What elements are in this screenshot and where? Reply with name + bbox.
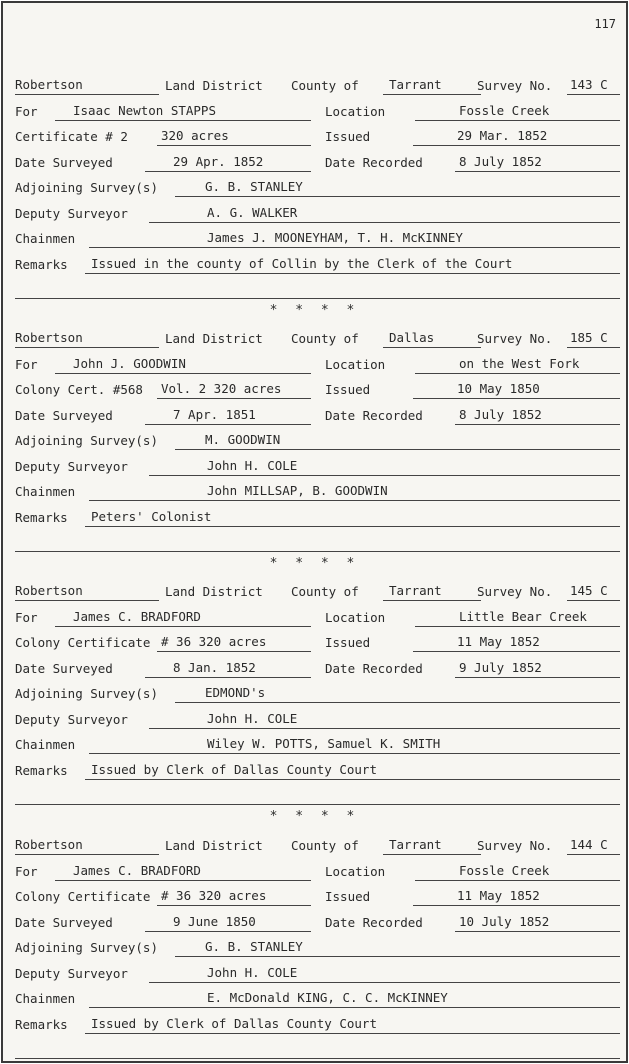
- record-separator: * * * *: [269, 809, 360, 824]
- survey-no-value-line: [567, 580, 620, 601]
- location-value: on the West Fork: [459, 355, 580, 371]
- date-surveyed-value-line: [145, 151, 311, 172]
- field-label: Adjoining Survey(s): [15, 686, 158, 701]
- remarks-continuation-line: [15, 278, 620, 299]
- field-label: Chainmen: [15, 991, 76, 1006]
- date-recorded-value-line: [455, 404, 620, 425]
- record-row: [15, 785, 620, 807]
- issued-value: 10 May 1850: [457, 381, 540, 396]
- remarks-value: Issued by Clerk of Dallas County Court: [91, 761, 377, 777]
- issued-value-line: [413, 885, 620, 906]
- field-label: Date Recorded: [325, 914, 423, 930]
- county-value-line: [383, 327, 481, 348]
- field-label: Issued: [325, 382, 371, 397]
- field-label: For: [15, 863, 38, 879]
- deputy-value: A. G. WALKER: [207, 204, 298, 220]
- adjoining-value: M. GOODWIN: [205, 432, 281, 447]
- field-label: For: [15, 356, 38, 372]
- field-label: Chainmen: [15, 737, 76, 752]
- remarks-continuation-line: [15, 531, 620, 552]
- cert-value: 320 acres: [161, 128, 229, 143]
- record-row: [15, 658, 620, 680]
- record-row: [15, 405, 620, 427]
- date-surveyed-value-line: [145, 657, 311, 678]
- remarks-continuation-line: [15, 1038, 620, 1059]
- field-label: Date Surveyed: [15, 660, 113, 676]
- county-value-line: [383, 580, 481, 601]
- county-value: Dallas: [389, 330, 435, 345]
- cert-value: # 36 320 acres: [161, 634, 267, 649]
- field-label: For: [15, 609, 38, 625]
- county-value: Tarrant: [389, 837, 442, 852]
- date-recorded-value: 9 July 1852: [459, 659, 542, 675]
- field-label: Survey No.: [477, 584, 553, 599]
- cert-label: Colony Certificate: [15, 889, 151, 904]
- cert-label-line: [15, 886, 155, 906]
- document-page: [1, 1, 628, 1063]
- cert-label: Colony Certificate: [15, 635, 151, 650]
- remarks-value-line: [85, 759, 620, 780]
- record-row: [15, 1014, 620, 1036]
- date-recorded-value: 8 July 1852: [459, 406, 542, 422]
- record-row: [15, 430, 620, 452]
- record-row: [15, 861, 620, 883]
- survey-no-value: 145 C: [570, 583, 608, 598]
- district-value: Robertson: [15, 330, 83, 345]
- record-row: [15, 607, 620, 629]
- field-label: Adjoining Survey(s): [15, 180, 158, 195]
- record-row: [15, 507, 620, 529]
- date-surveyed-value-line: [145, 911, 311, 932]
- survey-no-value-line: [567, 834, 620, 855]
- adjoining-value: G. B. STANLEY: [205, 939, 303, 954]
- cert-label-line: [15, 632, 155, 652]
- for-value: Isaac Newton STAPPS: [73, 102, 216, 118]
- district-value: Robertson: [15, 583, 83, 598]
- district-value-line: [15, 327, 159, 348]
- cert-value-line: [157, 885, 311, 906]
- deputy-value-line: [149, 962, 620, 983]
- county-value-line: [383, 74, 481, 95]
- for-value: James C. BRADFORD: [73, 608, 201, 624]
- record-row: [15, 203, 620, 225]
- field-label: Date Surveyed: [15, 407, 113, 423]
- for-value: James C. BRADFORD: [73, 862, 201, 878]
- record-row: [15, 177, 620, 199]
- issued-value: 11 May 1852: [457, 634, 540, 649]
- chainmen-value: James J. MOONEYHAM, T. H. McKINNEY: [207, 230, 463, 245]
- adjoining-value: G. B. STANLEY: [205, 179, 303, 194]
- record-row: [15, 760, 620, 782]
- survey-no-value-line: [567, 74, 620, 95]
- field-label: For: [15, 103, 38, 119]
- record-separator: * * * *: [269, 303, 360, 318]
- field-label: County of: [291, 78, 359, 93]
- cert-label: Certificate # 2: [15, 129, 128, 144]
- chainmen-value-line: [89, 227, 620, 248]
- record-row: [15, 228, 620, 250]
- survey-no-value-line: [567, 327, 620, 348]
- issued-value-line: [413, 631, 620, 652]
- date-recorded-value-line: [455, 151, 620, 172]
- cert-value-line: [157, 631, 311, 652]
- location-value: Fossle Creek: [459, 862, 550, 878]
- chainmen-value: E. McDonald KING, C. C. McKINNEY: [207, 990, 448, 1005]
- record-row: [15, 354, 620, 376]
- date-surveyed-value: 29 Apr. 1852: [173, 153, 264, 169]
- field-label: Deputy Surveyor: [15, 205, 128, 221]
- for-value-line: [55, 606, 311, 627]
- remarks-value: Peters' Colonist: [91, 508, 212, 524]
- survey-no-value: 144 C: [570, 837, 608, 852]
- county-value-line: [383, 834, 481, 855]
- deputy-value-line: [149, 455, 620, 476]
- record-row: [15, 152, 620, 174]
- record-row: [15, 835, 620, 857]
- date-recorded-value-line: [455, 911, 620, 932]
- remarks-value: Issued in the county of Collin by the Clerk of the Court: [91, 255, 513, 271]
- field-label: Date Recorded: [325, 407, 423, 423]
- issued-value: 11 May 1852: [457, 888, 540, 903]
- field-label: Remarks: [15, 1016, 68, 1032]
- date-surveyed-value: 9 June 1850: [173, 913, 256, 929]
- for-value: John J. GOODWIN: [73, 355, 186, 371]
- field-label: Issued: [325, 635, 371, 650]
- chainmen-value-line: [89, 987, 620, 1008]
- adjoining-value-line: [175, 936, 620, 957]
- date-surveyed-value: 8 Jan. 1852: [173, 659, 256, 675]
- for-value-line: [55, 100, 311, 121]
- record-row: [15, 937, 620, 959]
- field-label: Location: [325, 356, 386, 372]
- record-row: [15, 683, 620, 705]
- cert-value-line: [157, 378, 311, 399]
- record-row: [15, 456, 620, 478]
- record-separator: * * * *: [269, 556, 360, 571]
- field-label: Date Surveyed: [15, 914, 113, 930]
- chainmen-value-line: [89, 480, 620, 501]
- field-label: Date Recorded: [325, 660, 423, 676]
- record-row: [15, 963, 620, 985]
- record-row: [15, 632, 620, 654]
- location-value-line: [415, 606, 620, 627]
- record-row: [15, 581, 620, 603]
- location-value-line: [415, 353, 620, 374]
- date-recorded-value: 10 July 1852: [459, 913, 550, 929]
- record-row: [15, 254, 620, 276]
- field-label: Adjoining Survey(s): [15, 940, 158, 955]
- field-label: Date Surveyed: [15, 154, 113, 170]
- issued-value-line: [413, 378, 620, 399]
- for-value-line: [55, 860, 311, 881]
- field-label: Survey No.: [477, 78, 553, 93]
- record-row: [15, 912, 620, 934]
- date-surveyed-value: 7 Apr. 1851: [173, 406, 256, 422]
- adjoining-value-line: [175, 682, 620, 703]
- for-value-line: [55, 353, 311, 374]
- field-label: Adjoining Survey(s): [15, 433, 158, 448]
- date-surveyed-value-line: [145, 404, 311, 425]
- record-row: [15, 709, 620, 731]
- field-label: County of: [291, 838, 359, 853]
- district-value: Robertson: [15, 77, 83, 92]
- field-label: County of: [291, 331, 359, 346]
- record-row: [15, 734, 620, 756]
- field-label: Remarks: [15, 762, 68, 778]
- record-row: [15, 101, 620, 123]
- field-label: Date Recorded: [325, 154, 423, 170]
- survey-no-value: 185 C: [570, 330, 608, 345]
- issued-value-line: [413, 125, 620, 146]
- field-label: Issued: [325, 129, 371, 144]
- deputy-value: John H. COLE: [207, 710, 298, 726]
- chainmen-value-line: [89, 733, 620, 754]
- remarks-value-line: [85, 253, 620, 274]
- record-row: [15, 886, 620, 908]
- field-label: County of: [291, 584, 359, 599]
- deputy-value-line: [149, 708, 620, 729]
- deputy-value-line: [149, 202, 620, 223]
- remarks-value-line: [85, 1013, 620, 1034]
- field-label: Deputy Surveyor: [15, 711, 128, 727]
- field-label: Land District: [165, 78, 263, 93]
- record-row: [15, 328, 620, 350]
- record-row: [15, 532, 620, 554]
- chainmen-value: Wiley W. POTTS, Samuel K. SMITH: [207, 736, 441, 751]
- cert-value: # 36 320 acres: [161, 888, 267, 903]
- location-value-line: [415, 860, 620, 881]
- district-value-line: [15, 834, 159, 855]
- location-value-line: [415, 100, 620, 121]
- adjoining-value-line: [175, 429, 620, 450]
- cert-value: Vol. 2 320 acres: [161, 381, 282, 396]
- adjoining-value: EDMOND's: [205, 685, 266, 700]
- date-recorded-value-line: [455, 657, 620, 678]
- cert-label: Colony Cert. #568: [15, 382, 143, 397]
- location-value: Little Bear Creek: [459, 608, 587, 624]
- field-label: Remarks: [15, 509, 68, 525]
- location-value: Fossle Creek: [459, 102, 550, 118]
- district-value: Robertson: [15, 837, 83, 852]
- deputy-value: John H. COLE: [207, 964, 298, 980]
- field-label: Issued: [325, 889, 371, 904]
- record-row: [15, 126, 620, 148]
- issued-value: 29 Mar. 1852: [457, 128, 548, 143]
- field-label: Survey No.: [477, 838, 553, 853]
- field-label: Land District: [165, 838, 263, 853]
- field-label: Location: [325, 103, 386, 119]
- field-label: Deputy Surveyor: [15, 965, 128, 981]
- field-label: Location: [325, 863, 386, 879]
- deputy-value: John H. COLE: [207, 457, 298, 473]
- adjoining-value-line: [175, 176, 620, 197]
- remarks-value-line: [85, 506, 620, 527]
- field-label: Remarks: [15, 256, 68, 272]
- field-label: Land District: [165, 584, 263, 599]
- field-label: Chainmen: [15, 484, 76, 499]
- remarks-continuation-line: [15, 784, 620, 805]
- field-label: Location: [325, 609, 386, 625]
- field-label: Land District: [165, 331, 263, 346]
- record-row: [15, 988, 620, 1010]
- cert-label-line: [15, 126, 155, 146]
- remarks-value: Issued by Clerk of Dallas County Court: [91, 1015, 377, 1031]
- district-value-line: [15, 580, 159, 601]
- field-label: Chainmen: [15, 231, 76, 246]
- cert-value-line: [157, 125, 311, 146]
- county-value: Tarrant: [389, 583, 442, 598]
- cert-label-line: [15, 379, 155, 399]
- field-label: Deputy Surveyor: [15, 458, 128, 474]
- record-row: [15, 279, 620, 301]
- chainmen-value: John MILLSAP, B. GOODWIN: [207, 483, 388, 498]
- county-value: Tarrant: [389, 77, 442, 92]
- record-row: [15, 75, 620, 97]
- field-label: Survey No.: [477, 331, 553, 346]
- record-row: [15, 1039, 620, 1061]
- survey-no-value: 143 C: [570, 77, 608, 92]
- date-recorded-value: 8 July 1852: [459, 153, 542, 169]
- record-row: [15, 481, 620, 503]
- district-value-line: [15, 74, 159, 95]
- record-row: [15, 379, 620, 401]
- page-number: 117: [594, 17, 616, 31]
